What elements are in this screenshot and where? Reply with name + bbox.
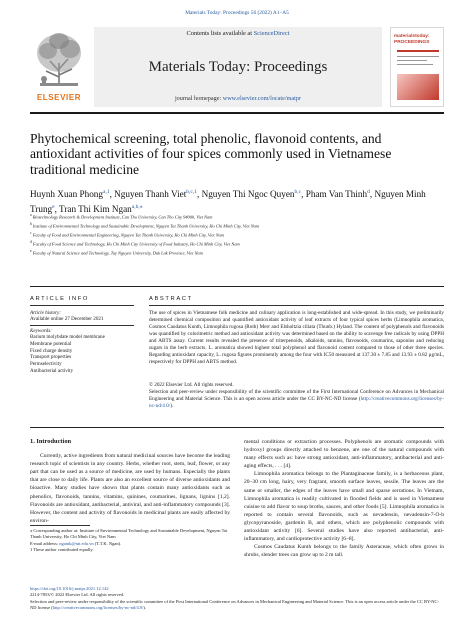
author-name[interactable]: Nguyen Thanh Viet (114, 189, 187, 200)
homepage-line (94, 95, 382, 102)
affiliation-item (30, 221, 444, 230)
author-affiliation-marker[interactable]: d (367, 189, 370, 195)
cover-stripe (397, 50, 439, 52)
abstract-bottom-rule (30, 427, 444, 428)
affiliation-text: Faculty of Natural Science and Technology, Tay Nguyen University, Dak Lak Province, Viet Nam (32, 250, 203, 256)
affiliation-text: Biotechnology Research & Development Institute, Can Tho University, Can Tho City 94000, Viet Nam (32, 214, 213, 220)
cover-line (397, 60, 427, 61)
article-title: Phytochemical screening, total phenolic, flavonoid contents, and antioxidant activities of four spices commonly used in Vietnamese traditional medicine (30, 131, 392, 177)
masthead-rule (30, 112, 444, 114)
affiliation-marker: d (30, 240, 32, 245)
affiliation-list (30, 212, 444, 257)
corresponding-author-note: ⁎ Corresponding author at: Institute of Environmental Technology and Sustainable Development, Nguyen Tat Thanh University, Ho Chi Minh City, Viet Nam (30, 528, 228, 540)
introduction-paragraph: Currently, active ingredients from natural medicinal sources have become the leading research topic of scientists in any country. Herbs, whether root, stem, leaf, flower, or any part that can be used as a source of medicine, are used by humans. Especially the plants that are close to daily life. Plants are also an excellent source of diverse antioxidants and bioactive. Many studies have shown that plants contain many antioxidants such as phenolics, flavonoids, tannins, vitamins, quinines, coumarines, lignans, lignins [1,2]. Flavonoids are antioxidant, antibacterial, antiviral, and anti-inflammatory compounds [3]. However, the content and activity of flavonoids in medicinal plants are easily affected by environ- (30, 453, 230, 524)
equal-contribution-note: 1 These author contributed equally. (30, 547, 94, 553)
contents-prefix: Contents lists available at (186, 30, 254, 37)
homepage-link[interactable]: www.elsevier.com/locate/matpr (222, 95, 302, 102)
affiliation-marker: e (30, 249, 32, 254)
body-paragraph: Cosmos Caudatus Kunth belongs to the family Asteraceae, which often grows in shrubs, slender trees can grow up to 2 m tall. (244, 544, 444, 559)
homepage-prefix: journal homepage: (174, 95, 223, 102)
article-info-rule (30, 305, 134, 306)
article-info-rule (30, 325, 134, 326)
affiliation-rule (30, 286, 444, 287)
elsevier-logo[interactable] (30, 27, 88, 107)
affiliation-text: Institute of Environmental Technology and Sustainable Development, Nguyen Tat Thanh University, Ho Chi Minh City, Viet Nam (32, 223, 260, 229)
page-footer (30, 586, 444, 611)
footnote-rule (30, 525, 90, 526)
affiliation-marker: a (30, 213, 32, 217)
author-affiliation-marker[interactable]: e (52, 204, 55, 211)
body-left-column (30, 438, 230, 525)
author-list: Huynh Xuan Phong$^{a,1}$, Nguyen Thanh Viet$^{b,c,1}$, Nguyen Thi Ngoc Quyen$^{b,c}$, Pham Van Thinh$^d$, Nguyen Minh Trung$^e$, Tran Thi Kim Ngan$^{a,b,⁎}$ (30, 189, 426, 215)
keywords-label: Keywords: (30, 328, 52, 334)
cover-line (397, 56, 439, 57)
author-affiliation-marker[interactable]: b,c,1 (186, 189, 197, 195)
abstract-peer-review (149, 389, 444, 410)
cover-line (397, 64, 433, 65)
article-info-heading: ARTICLE INFO (30, 296, 90, 302)
affiliation-item (30, 212, 444, 221)
author-affiliation-marker[interactable]: b,c (294, 189, 302, 195)
abstract-rule (149, 305, 444, 306)
keyword-item: Transport properties (30, 354, 72, 361)
history-label: Article history: (30, 310, 61, 316)
keyword-item: Fixed charge density (30, 347, 73, 354)
affiliation-item (30, 230, 444, 239)
author-name[interactable]: Pham Van Thinh (305, 189, 368, 200)
cover-title: materialstoday: PROCEEDINGS (394, 34, 430, 45)
body-paragraph: mental conditions or extraction processes. Polyphenols are aromatic compounds with hydroxyl groups directly attached to benzene, are one of the natural compounds with many effects such as: have strong antioxidant, anti-inflammatory, antibacterial and anti-aging effects, . . . [4]. (244, 439, 444, 470)
footnotes (30, 528, 230, 554)
sciencedirect-link[interactable]: ScienceDirect (253, 30, 290, 37)
author-name[interactable]: Nguyen Minh Trung (30, 189, 426, 215)
email-link[interactable]: ngantk@ntt.edu.vn (59, 540, 94, 546)
introduction-heading: 1. Introduction (30, 438, 72, 445)
keyword-item: Barium molybdate model membrane (30, 334, 105, 340)
affiliation-text: Faculty of Food Science and Technology, Ho Chi Minh City University of Food Industry, Ho Chi Minh City, Viet Nam (32, 241, 240, 247)
affiliation-item (30, 248, 444, 257)
journal-title[interactable]: Materials Today: Proceedings (148, 59, 328, 75)
history-text: Available online 27 December 2021 (30, 316, 104, 322)
author-affiliation-marker[interactable]: a,1 (103, 189, 110, 195)
keyword-item: Membrane potential (30, 340, 72, 347)
issn-line: 2214-7853/© 2022 Elsevier Ltd. All rights reserved. (30, 592, 125, 598)
abstract-heading: ABSTRACT (149, 296, 193, 302)
affiliation-text: Faculty of Food and Environmental Engineering, Nguyen Tat Thanh University, Ho Chi Minh City, Viet Nam (32, 232, 225, 238)
footer-license-link[interactable]: http://creativecommons.org/licenses/by-nc-nd/4.0/ (52, 604, 144, 610)
affiliation-item (30, 239, 444, 248)
journal-reference[interactable]: Materials Today: Proceedings 56 (2022) A1–A5 (185, 10, 289, 16)
doi-link[interactable]: https://doi.org/10.1016/j.matpr.2021.12.142 (30, 586, 109, 591)
affiliation-marker: b (30, 222, 32, 227)
peer-review-text: Selection and peer-review under responsibility of the scientific committee of the First International Conference on Advances in Mechanical Engineering and Material Science. This is an open access article under the CC BY-NC-ND license ( (149, 389, 444, 403)
license-text: Selection and peer-review under responsibility of the scientific committee of the First International Conference on Advances in Mechanical Engineering and Material Science. This is an open access article under the CC BY-NC-ND license ( (30, 598, 439, 610)
author-name[interactable]: Huynh Xuan Phong (30, 189, 103, 200)
masthead (30, 27, 444, 115)
body-paragraph: Limnophila aromatica belongs to the Plantaginaceae family, is a herbaceous plant, 20–30 cm long, hairy, very fragrant, smooth surface leaves, sessile. The leaves are the same or smaller, the edges of the leaves have small and sparse serrations. In Vietnam, Limnophila aromatica is readily cultivated in flooded fields and is used in Vietnamese cuisine to add flavor to soup broths, sauces, and other foods [5]. Limnophila aromatica is reported to contain several flavonoids, such as nevadensin, nevadensin-7-O-b glycopyranoside, gardenin B, and others, which are polyphenolic compounds with antioxidant activity [6]. Several studies have also reported antibacterial, anti-inflammatory, and cardioprotective activity [6–8]. (244, 471, 444, 543)
cover-image (397, 74, 439, 100)
abstract-copyright: © 2022 Elsevier Ltd. All rights reserved. (149, 382, 234, 388)
license-note (30, 599, 444, 612)
masthead-banner (94, 27, 382, 107)
journal-cover-thumbnail[interactable] (390, 27, 444, 107)
author-name[interactable]: Nguyen Thi Ngoc Quyen (201, 189, 295, 200)
license-link[interactable]: http://creativecommons.org/licenses/by-nc-nd/4.0/ (149, 396, 444, 410)
article-info (30, 296, 134, 374)
abstract-text: The use of spices in Vietnamese folk medicine and culinary application is long-established and wide-spread. In this study, we preliminarily determined chemical composition and quantified antioxidant activity of leaf extracts of four typical spices herbs (Limnophila aromatica, Cosmos Caudatus Kunth, Limnophila rugosa (Roth) Merr and Elsholtzia ciliata (Thunb.) Hyland. The content of polyphenols and flavonoids was quantified by colorimetric method and antioxidant activity was determined based on the ability to scavenge free radicals by using DPPH and ABTS assay. Current results revealed the presence of triterpenoids, alkaloids, tannins, flavonoids, coumarins, saponins and reducing sugars in the herb extracts. L. aromatica showed highest total polyphenol and flavonoid content compared to those of other three species. Regarding antioxidant capacity, L. rugosa figures prominently among the four with IC50 measured at 137.30 ± 7.85 and 13.93 ± 0.82 μg/mL, respectively for DPPH and ABTS method. (149, 310, 444, 366)
email-prefix: E-mail address: (30, 540, 60, 546)
license-suffix: ). (143, 604, 147, 610)
peer-review-suffix: ). (170, 403, 174, 410)
keyword-item: Permselectivity (30, 361, 62, 368)
elsevier-wordmark: ELSEVIER (36, 93, 82, 102)
abstract (149, 296, 444, 410)
body-right-column (244, 438, 444, 559)
keywords-list (30, 334, 105, 375)
author-name[interactable]: Tran Thi Kim Ngan (59, 204, 132, 215)
author-affiliation-marker[interactable]: a,b,⁎ (131, 204, 143, 211)
affiliation-marker: c (30, 231, 32, 236)
contents-line (94, 30, 382, 37)
keyword-item: Antibacterial activity (30, 367, 74, 374)
email-suffix: (T.T.K. Ngan). (93, 540, 122, 546)
